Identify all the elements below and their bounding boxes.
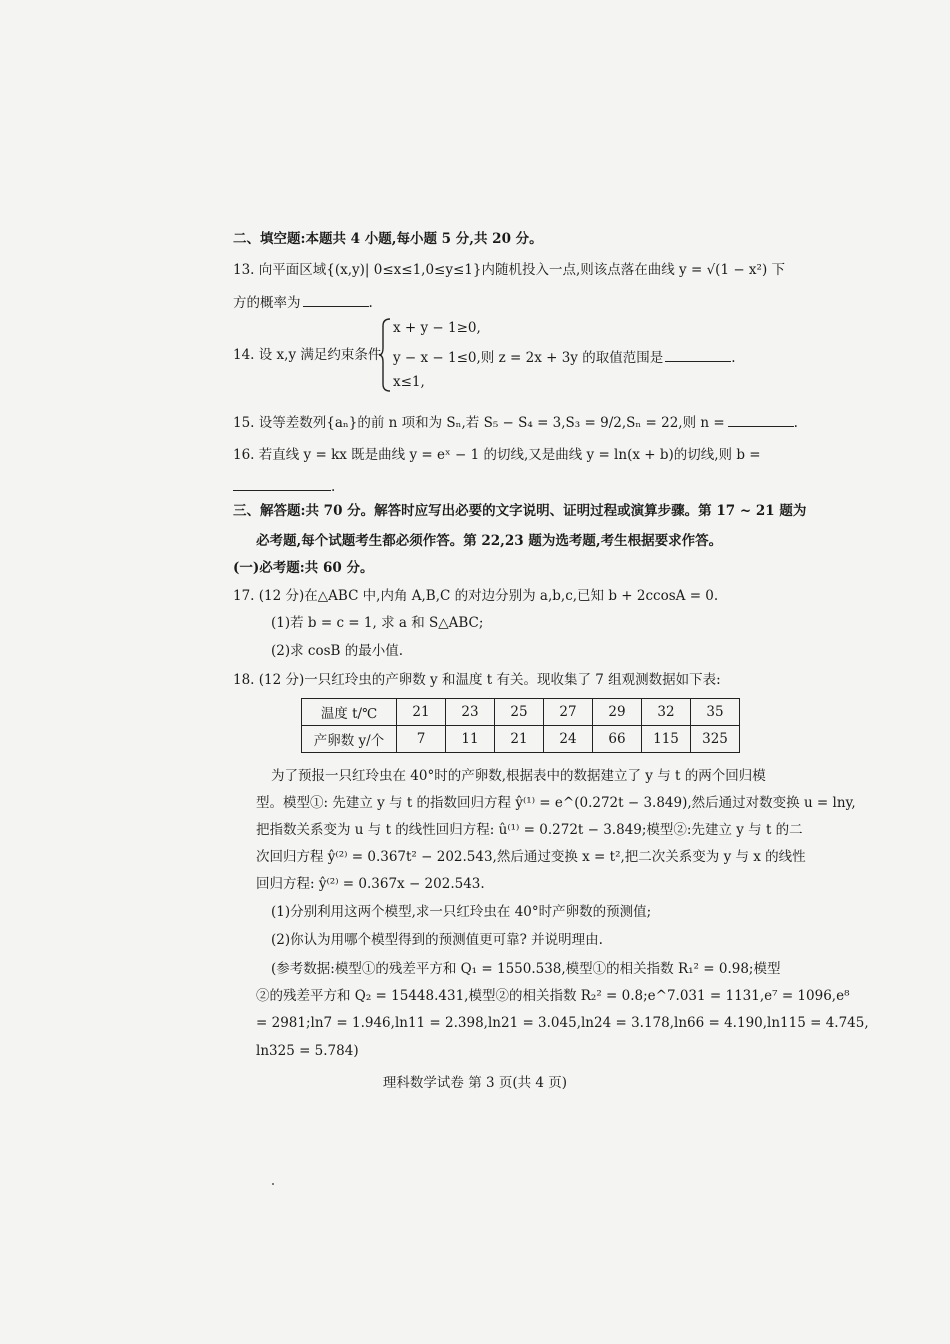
required-questions-heading: (一)必考题:共 60 分。 <box>233 560 374 576</box>
table-cell: 24 <box>544 726 593 753</box>
reference-data-line1: (参考数据:模型①的残差平方和 Q₁ = 1550.538,模型①的相关指数 R₁² = 0.98;模型 <box>271 961 781 977</box>
reference-data-line2: ②的残差平方和 Q₂ = 15448.431,模型②的相关指数 R₂² = 0.8;e^7.031 = 1131,e⁷ = 1096,e⁸ <box>256 988 850 1004</box>
question-14-condition-2: y − x − 1≤0,则 z = 2x + 3y 的取值范围是 . <box>393 350 736 366</box>
model-paragraph-line3: 把指数关系变为 u 与 t 的线性回归方程: û⁽¹⁾ = 0.272t − 3.849;模型②:先建立 y 与 t 的二 <box>256 822 803 838</box>
answer-blank <box>665 349 731 362</box>
table-cell: 23 <box>446 699 495 726</box>
answer-blank <box>303 294 369 307</box>
table-cell: 32 <box>642 699 691 726</box>
question-14-condition-3: x≤1, <box>393 374 425 390</box>
question-14-condition-1: x + y − 1≥0, <box>393 320 481 336</box>
question-16: 16. 若直线 y = kx 既是曲线 y = eˣ − 1 的切线,又是曲线 y = ln(x + b)的切线,则 b = <box>233 447 761 463</box>
page-footer: 理科数学试卷 第 3 页(共 4 页) <box>382 1075 568 1091</box>
model-paragraph-line5: 回归方程: ŷ⁽²⁾ = 0.367x − 202.543. <box>256 876 485 892</box>
model-paragraph-line1: 为了预报一只红玲虫在 40°时的产卵数,根据表中的数据建立了 y 与 t 的两个回归模 <box>271 768 766 784</box>
table-cell: 27 <box>544 699 593 726</box>
section3-heading-line2: 必考题,每个试题考生都必须作答。第 22,23 题为选考题,考生根据要求作答。 <box>256 533 723 549</box>
reference-data-line3: = 2981;ln7 = 1.946,ln11 = 2.398,ln21 = 3.045,ln24 = 3.178,ln66 = 4.190,ln115 = 4.745, <box>256 1015 869 1031</box>
brace-icon <box>378 318 392 392</box>
question-13-line2: 方的概率为 . <box>233 295 373 311</box>
model-paragraph-line4: 次回归方程 ŷ⁽²⁾ = 0.367t² − 202.543,然后通过变换 x = t²,把二次关系变为 y 与 x 的线性 <box>256 849 806 865</box>
table-row <box>302 699 740 726</box>
table-cell: 25 <box>495 699 544 726</box>
section3-heading-line1: 三、解答题:共 70 分。解答时应写出必要的文字说明、证明过程或演算步骤。第 17 ~ 21 题为 <box>233 503 807 519</box>
question-18-part2: (2)你认为用哪个模型得到的预测值更可靠? 并说明理由. <box>271 932 603 948</box>
question-13-line1: 13. 向平面区域{(x,y)| 0≤x≤1,0≤y≤1}内随机投入一点,则该点落在曲线 y = √(1 − x²) 下 <box>233 262 786 278</box>
question-17-part1: (1)若 b = c = 1, 求 a 和 S△ABC; <box>271 615 484 631</box>
table-cell: 11 <box>446 726 495 753</box>
question-17-part2: (2)求 cosB 的最小值. <box>271 643 404 659</box>
table-cell: 66 <box>593 726 642 753</box>
question-14-prefix: 14. 设 x,y 满足约束条件 <box>233 347 382 363</box>
table-row <box>302 726 740 753</box>
table-header-temperature: 温度 t/℃ <box>302 699 397 726</box>
table-cell: 325 <box>691 726 740 753</box>
table-cell: 115 <box>642 726 691 753</box>
table-cell: 7 <box>397 726 446 753</box>
table-cell: 35 <box>691 699 740 726</box>
table-cell: 21 <box>495 726 544 753</box>
scan-speck <box>272 1183 274 1185</box>
answer-blank <box>233 478 331 491</box>
table-cell: 29 <box>593 699 642 726</box>
table-header-egg-count: 产卵数 y/个 <box>302 726 397 753</box>
question-18: 18. (12 分)一只红玲虫的产卵数 y 和温度 t 有关。现收集了 7 组观测数据如下表: <box>233 672 721 688</box>
question-15: 15. 设等差数列{aₙ}的前 n 项和为 Sₙ,若 S₅ − S₄ = 3,S₃ = 9/2,Sₙ = 22,则 n = . <box>233 415 798 431</box>
section2-heading: 二、填空题:本题共 4 小题,每小题 5 分,共 20 分。 <box>233 231 543 247</box>
table-cell: 21 <box>397 699 446 726</box>
observation-table <box>301 698 740 753</box>
question-18-part1: (1)分别利用这两个模型,求一只红玲虫在 40°时产卵数的预测值; <box>271 904 652 920</box>
question-17: 17. (12 分)在△ABC 中,内角 A,B,C 的对边分别为 a,b,c,已知 b + 2ccosA = 0. <box>233 588 719 604</box>
answer-blank <box>728 414 794 427</box>
model-paragraph-line2: 型。模型①: 先建立 y 与 t 的指数回归方程 ŷ⁽¹⁾ = e^(0.272t − 3.849),然后通过对数变换 u = lny, <box>256 795 856 811</box>
reference-data-line4: ln325 = 5.784) <box>256 1043 359 1059</box>
question-16-blank: . <box>233 478 335 495</box>
